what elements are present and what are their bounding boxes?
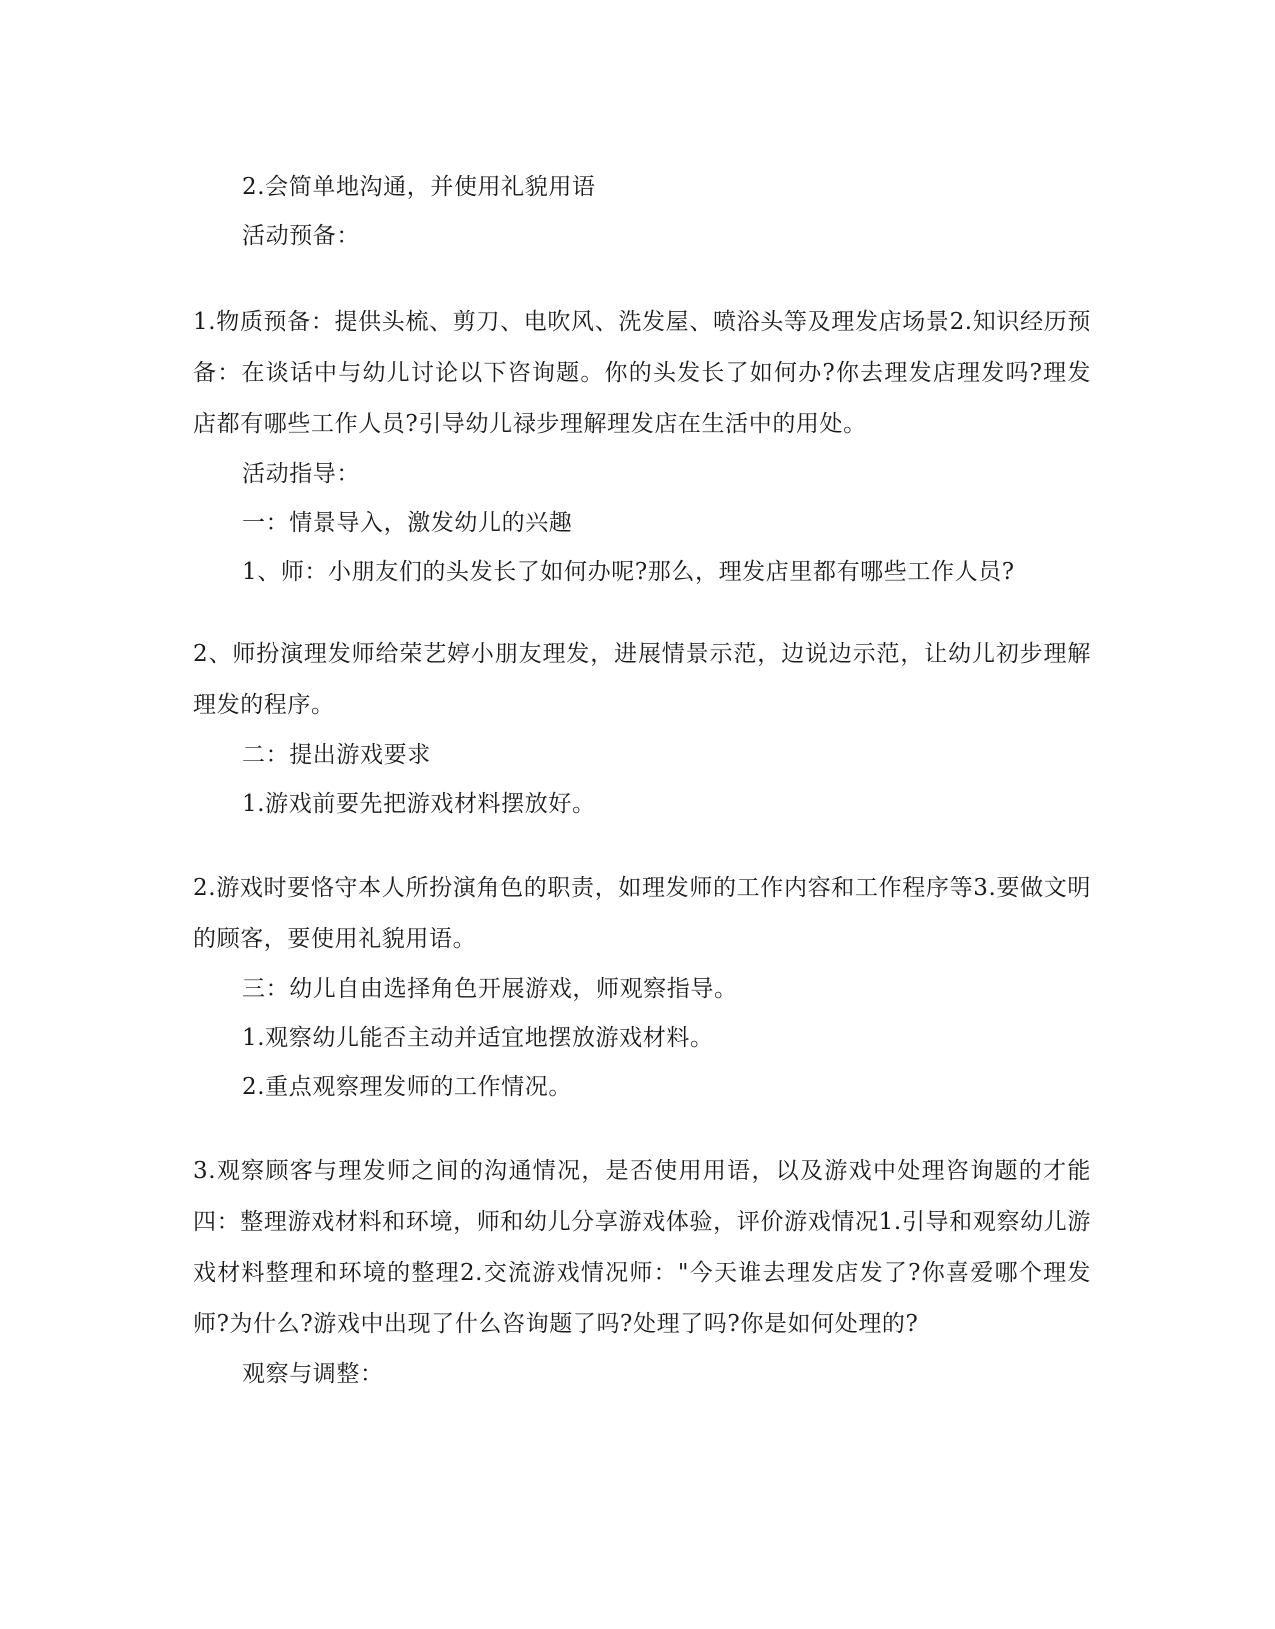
paragraph-step-2-1: 1.游戏前要先把游戏材料摆放好。 [242, 791, 596, 817]
heading-observation: 观察与调整： [242, 1361, 384, 1387]
paragraph-step-3: 三：幼儿自由选择角色开展游戏，师观察指导。 [242, 976, 738, 1002]
paragraph-material-prep: 1.物质预备：提供头梳、剪刀、电吹风、洗发屋、喷浴头等及理发店场景2.知识经历预备：在谈话中与幼儿讨论以下咨询题。你的头发长了如何办?你去理发店理发吗?理发店都有哪些工作人员?引导幼儿禄步理解理发店在生活中的用处。 [193, 309, 1091, 437]
heading-activity-guide: 活动指导： [242, 461, 360, 487]
paragraph-goal-2: 2.会简单地沟通，并使用礼貌用语 [242, 174, 596, 200]
paragraph-step-3-3: 3.观察顾客与理发师之间的沟通情况，是否使用用语，以及游戏中处理咨询题的才能四：整理游戏材料和环境，师和幼儿分享游戏体验，评价游戏情况1.引导和观察幼儿游戏材料整理和环境的整理2.交流游戏情况师："今天谁去理发店发了?你喜爱哪个理发师?为什么?游戏中出现了什么咨询题了吗?处理了吗?你是如何处理的? [193, 1158, 1091, 1337]
paragraph-step-1-2: 2、师扮演理发师给荣艺婷小朋友理发，进展情景示范，边说边示范，让幼儿初步理解理发的程序。 [193, 641, 1091, 718]
paragraph-step-2: 二：提出游戏要求 [242, 742, 431, 768]
paragraph-step-3-2: 2.重点观察理发师的工作情况。 [242, 1074, 572, 1100]
paragraph-step-1-1: 1、师：小朋友们的头发长了如何办呢?那么，理发店里都有哪些工作人员? [242, 559, 1015, 585]
paragraph-step-2-2: 2.游戏时要恪守本人所扮演角色的职责，如理发师的工作内容和工作程序等3.要做文明的顾客，要使用礼貌用语。 [193, 875, 1091, 952]
heading-activity-prep: 活动预备： [242, 223, 360, 249]
document-body [193, 163, 1091, 1399]
paragraph-step-3-1: 1.观察幼儿能否主动并适宜地摆放游戏材料。 [242, 1025, 714, 1051]
paragraph-step-1: 一：情景导入，激发幼儿的兴趣 [242, 510, 573, 536]
